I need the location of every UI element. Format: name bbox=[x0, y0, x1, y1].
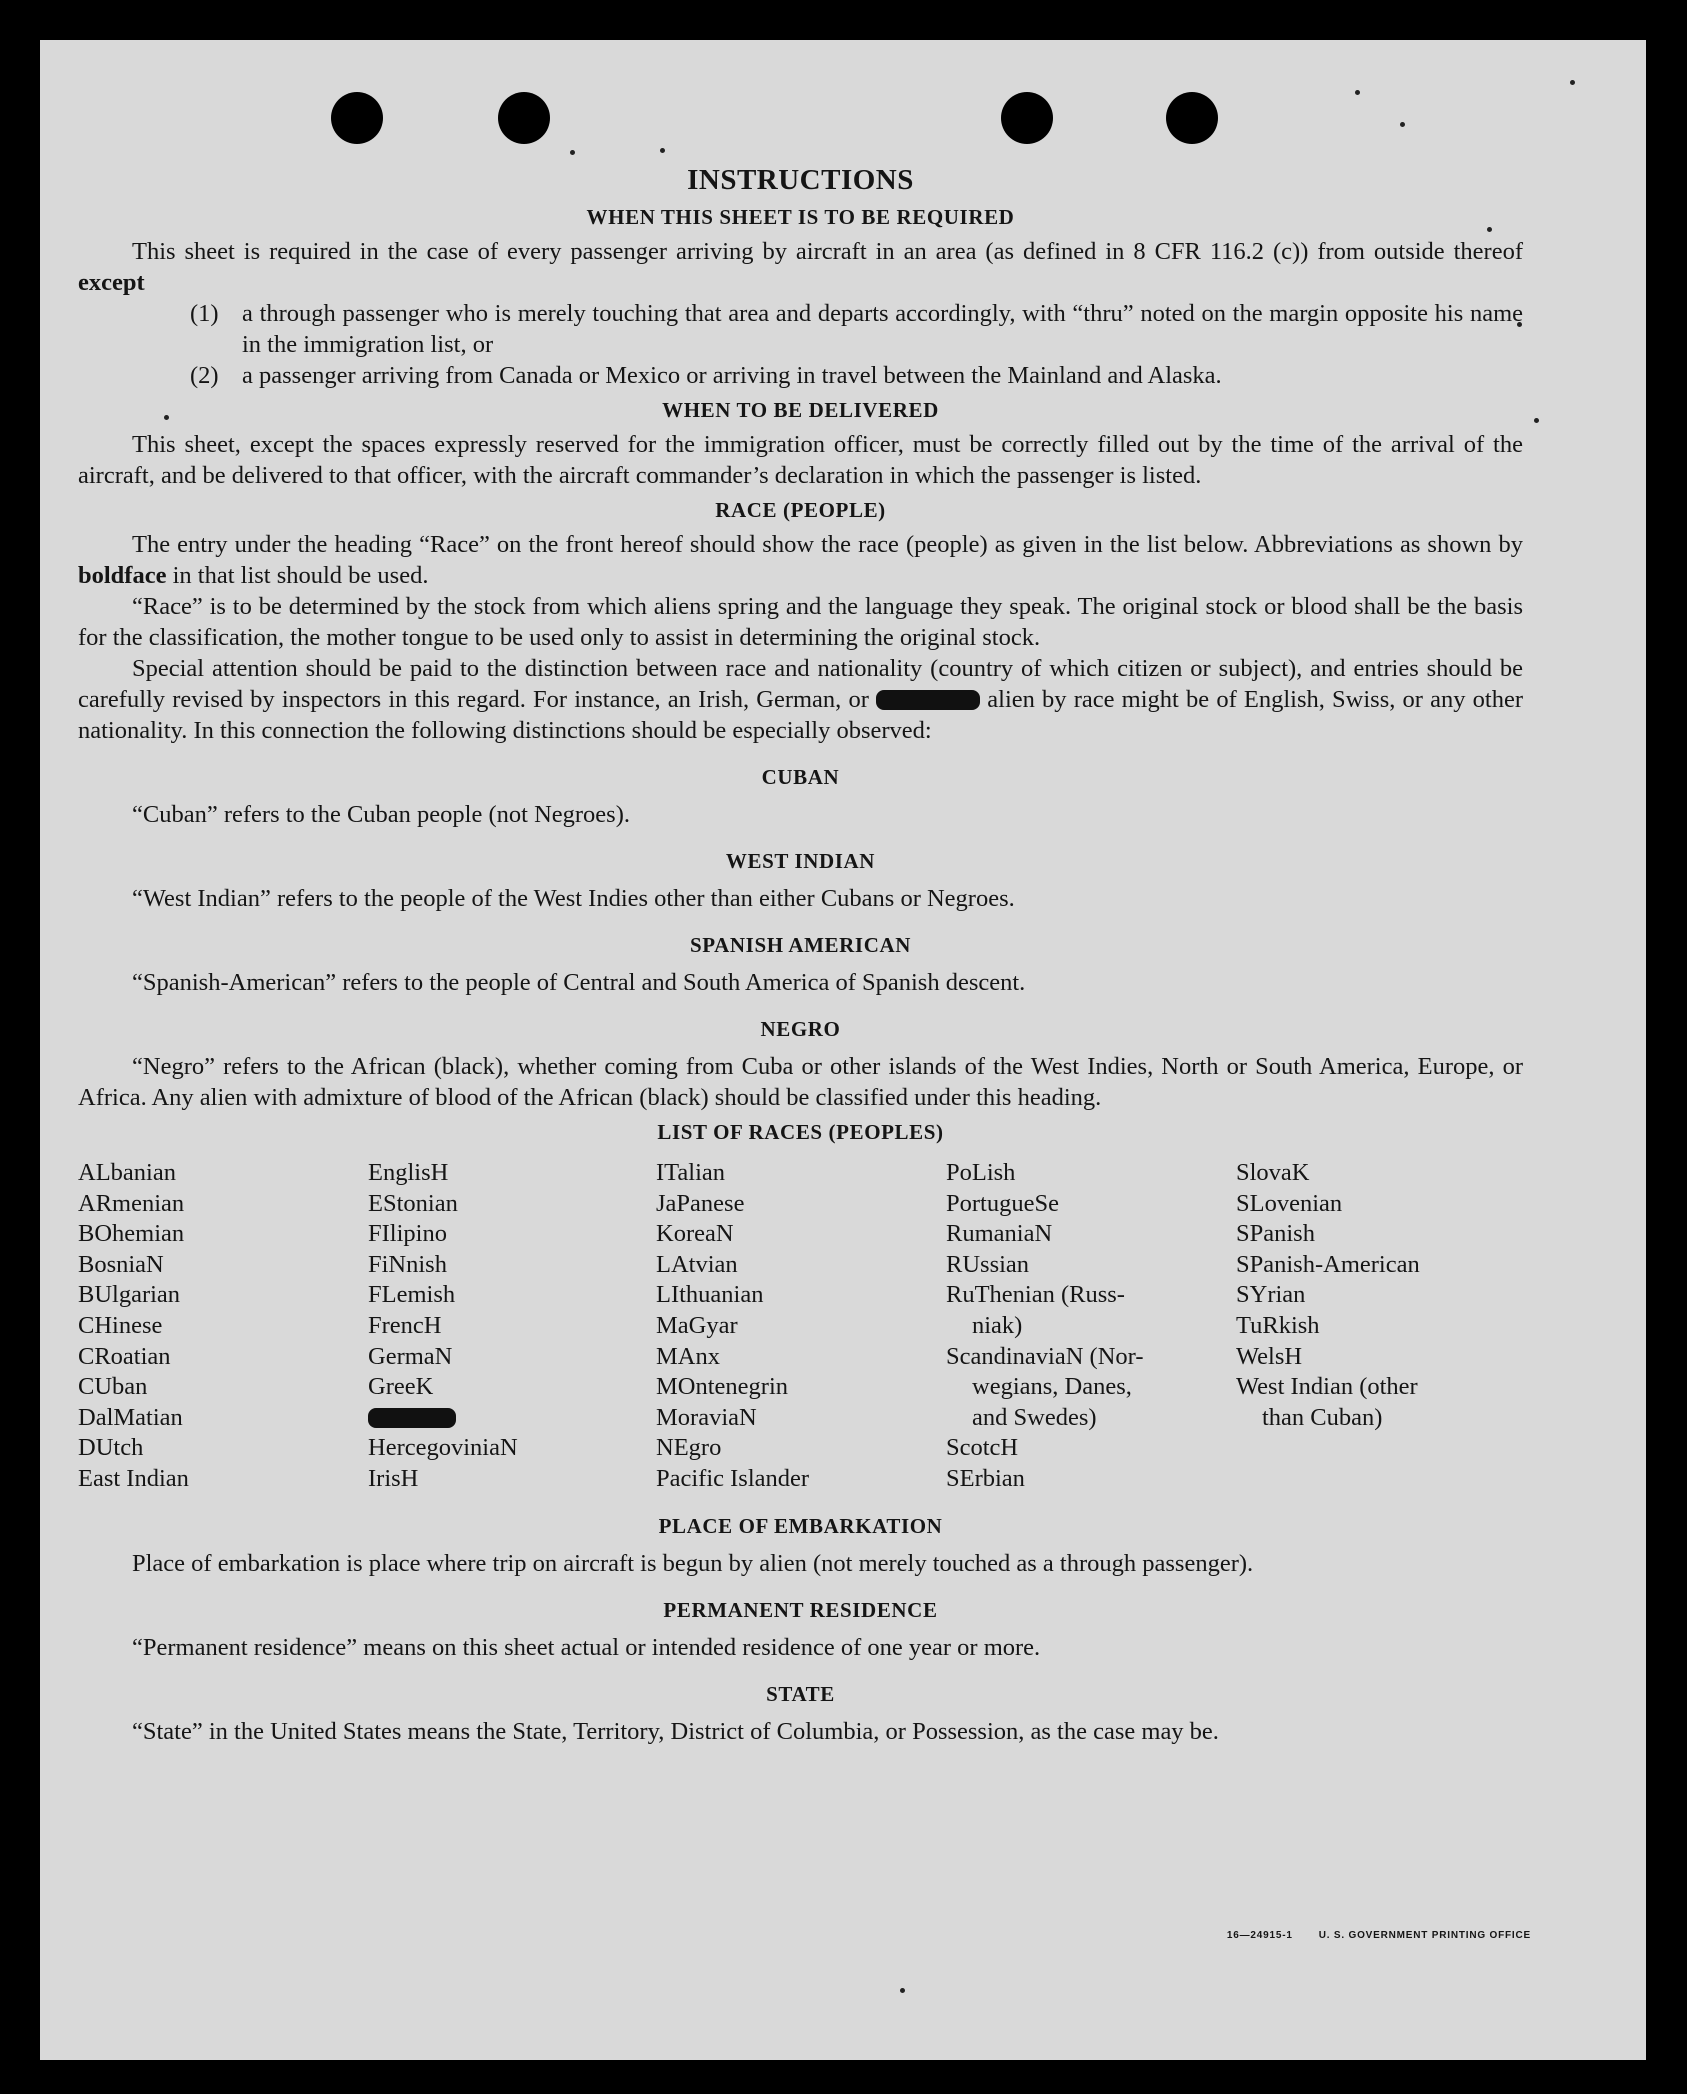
printer-credit: U. S. GOVERNMENT PRINTING OFFICE bbox=[1318, 1930, 1531, 1941]
race-list-item: GreeK bbox=[368, 1373, 434, 1401]
race-list-item: and Swedes) bbox=[972, 1403, 1097, 1431]
section-heading-delivered: WHEN TO BE DELIVERED bbox=[662, 398, 939, 422]
race-list-item: ALbanian bbox=[78, 1159, 176, 1186]
race-list-item: GermaN bbox=[368, 1342, 453, 1370]
race-list-item: DalMatian bbox=[78, 1403, 183, 1431]
negro-paragraph: “Negro” refers to the African (black), whether coming from Cuba or other islands of the West Indies, North or South America, Europe, or Africa. Any alien with admixture of blood of the African (black) should be classified under this heading. bbox=[78, 1053, 1523, 1111]
delivered-paragraph: This sheet, except the spaces expressly reserved for the immigration officer, must be correctly filled out by the time of the arrival of the aircraft, and be delivered to that officer, with the aircraft commander’s declaration in which the passenger is listed. bbox=[78, 431, 1523, 489]
race-list-item: BUlgarian bbox=[78, 1281, 181, 1309]
section-heading-residence: PERMANENT RESIDENCE bbox=[663, 1597, 938, 1622]
race-list-item: than Cuban) bbox=[1262, 1403, 1383, 1431]
race-column-1 bbox=[78, 1158, 368, 1495]
race-list-item: LIthuanian bbox=[656, 1281, 764, 1309]
race-list bbox=[78, 1158, 1523, 1495]
race-list-item: LAtvian bbox=[656, 1250, 738, 1278]
race-list-item: MOntenegrin bbox=[656, 1373, 788, 1401]
item-number: (2) bbox=[190, 362, 219, 389]
item-text: a passenger arriving from Canada or Mexico or arriving in travel between the Mainland and Alaska. bbox=[242, 362, 1222, 389]
race-column-5 bbox=[1236, 1158, 1523, 1495]
section-heading-cuban: CUBAN bbox=[761, 765, 840, 789]
required-except: except bbox=[78, 269, 145, 296]
required-intro: This sheet is required in the case of every passenger arriving by aircraft in an area (as defined in 8 CFR 116.2 (c)) from outside thereof bbox=[132, 238, 1523, 265]
race-p3-text: alien by race might be of English, Swiss, or any other nationality. In this connection the following distinctions should be especially observed: bbox=[78, 686, 1524, 744]
race-list-item: CRoatian bbox=[78, 1342, 171, 1370]
race-list-item: CUban bbox=[78, 1373, 148, 1401]
item-number: (1) bbox=[190, 300, 219, 327]
race-list-item: SErbian bbox=[946, 1464, 1025, 1492]
race-list-item: ARmenian bbox=[78, 1189, 185, 1217]
race-list-item: DUtch bbox=[78, 1434, 144, 1462]
race-list-item: niak) bbox=[972, 1311, 1023, 1339]
speck bbox=[1534, 418, 1539, 423]
west-indian-paragraph: “West Indian” refers to the people of the West Indies other than either Cubans or Negroes. bbox=[132, 885, 1015, 912]
race-column-3 bbox=[656, 1158, 946, 1495]
race-list-item: ITalian bbox=[656, 1159, 726, 1186]
instructions-content bbox=[78, 165, 1523, 1747]
race-column-2 bbox=[368, 1158, 656, 1495]
section-heading-negro: NEGRO bbox=[760, 1017, 841, 1041]
section-heading-state: STATE bbox=[766, 1681, 835, 1706]
race-list-item: WelsH bbox=[1236, 1342, 1303, 1370]
state-paragraph: “State” in the United States means the State, Territory, District of Columbia, or Possession, as the case may be. bbox=[132, 1717, 1219, 1745]
race-list-item: SlovaK bbox=[1236, 1159, 1310, 1186]
punch-hole bbox=[498, 92, 550, 144]
race-list-item: SYrian bbox=[1236, 1281, 1306, 1309]
embarkation-paragraph: Place of embarkation is place where trip on aircraft is begun by alien (not merely touched as a through passenger). bbox=[132, 1549, 1254, 1577]
race-paragraph-3 bbox=[78, 653, 1523, 746]
race-list-item: HercegoviniaN bbox=[368, 1434, 518, 1462]
redaction-mark bbox=[876, 690, 980, 710]
required-item bbox=[78, 298, 1523, 360]
race-list-item: FLemish bbox=[368, 1281, 456, 1309]
section-heading-west-indian: WEST INDIAN bbox=[725, 849, 876, 873]
race-list-item: FiNnish bbox=[368, 1250, 447, 1278]
form-footer bbox=[1227, 1930, 1531, 1941]
speck bbox=[570, 150, 575, 155]
race-list-item: MAnx bbox=[656, 1342, 720, 1370]
race-list-item: FIlipino bbox=[368, 1220, 447, 1248]
residence-paragraph: “Permanent residence” means on this sheet actual or intended residence of one year or more. bbox=[132, 1633, 1041, 1661]
item-text: a through passenger who is merely touching that area and departs accordingly, with “thru” noted on the margin opposite his name in the immigration list, or bbox=[242, 300, 1523, 358]
race-list-item: NEgro bbox=[656, 1434, 722, 1462]
race-list-item: ScandinaviaN (Nor- bbox=[946, 1342, 1144, 1370]
race-list-item: BosniaN bbox=[78, 1250, 164, 1278]
race-list-item: RumaniaN bbox=[946, 1220, 1053, 1248]
race-paragraph-1 bbox=[78, 529, 1523, 591]
race-list-item bbox=[368, 1403, 656, 1434]
race-list-item: PoLish bbox=[946, 1159, 1016, 1186]
punch-hole bbox=[331, 92, 383, 144]
race-list-item: KoreaN bbox=[656, 1220, 734, 1248]
race-list-item: BOhemian bbox=[78, 1220, 185, 1248]
race-list-item: IrisH bbox=[368, 1464, 419, 1492]
spanish-american-paragraph: “Spanish-American” refers to the people of Central and South America of Spanish descent. bbox=[132, 969, 1026, 996]
section-heading-spanish-american: SPANISH AMERICAN bbox=[690, 933, 911, 957]
race-list-item: MoraviaN bbox=[656, 1403, 757, 1431]
race-list-item: JaPanese bbox=[656, 1189, 745, 1217]
race-list-item: RuThenian (Russ- bbox=[946, 1281, 1125, 1309]
page-title: INSTRUCTIONS bbox=[687, 164, 914, 196]
race-list-item: CHinese bbox=[78, 1311, 163, 1339]
speck bbox=[1355, 90, 1360, 95]
speck bbox=[660, 148, 665, 153]
required-paragraph bbox=[78, 236, 1523, 298]
race-p3-text: Special attention should be paid to the distinction between race and nationality (country of which citizen or subject), and entries should be carefully revised by inspectors in this regard. For instance, an Irish, German, or bbox=[78, 655, 1523, 713]
race-list-item: wegians, Danes, bbox=[972, 1373, 1132, 1401]
speck bbox=[1570, 80, 1575, 85]
form-number: 16—24915-1 bbox=[1226, 1930, 1293, 1941]
race-p1-bold: boldface bbox=[78, 562, 167, 589]
race-list-item: SPanish-American bbox=[1236, 1250, 1420, 1278]
race-list-item: Pacific Islander bbox=[656, 1464, 810, 1492]
punch-hole bbox=[1166, 92, 1218, 144]
race-list-item: ScotcH bbox=[946, 1434, 1019, 1462]
section-heading-embarkation: PLACE OF EMBARKATION bbox=[658, 1513, 943, 1538]
race-list-item: TuRkish bbox=[1236, 1311, 1320, 1339]
race-paragraph-2: “Race” is to be determined by the stock from which aliens spring and the language they speak. The original stock or blood shall be the basis for the classification, the mother tongue to be used only to assist in determining the original stock. bbox=[78, 593, 1523, 651]
race-p1-text: The entry under the heading “Race” on the front hereof should show the race (people) as given in the list below. Abbreviations as shown by bbox=[132, 531, 1523, 558]
race-column-2-lower bbox=[368, 1433, 656, 1494]
race-list-item: East Indian bbox=[78, 1464, 189, 1492]
section-heading-list: LIST OF RACES (PEOPLES) bbox=[657, 1120, 944, 1144]
section-heading-race: RACE (PEOPLE) bbox=[715, 498, 886, 522]
form-sheet bbox=[40, 40, 1646, 2060]
speck bbox=[1400, 122, 1405, 127]
race-list-item: SLovenian bbox=[1236, 1189, 1343, 1217]
race-list-item: West Indian (other bbox=[1236, 1373, 1418, 1401]
race-column-2-upper bbox=[368, 1158, 656, 1403]
race-list-item: SPanish bbox=[1236, 1220, 1315, 1248]
punch-hole bbox=[1001, 92, 1053, 144]
race-list-item: MaGyar bbox=[656, 1311, 738, 1339]
speck bbox=[900, 1988, 905, 1993]
race-list-item: FrencH bbox=[368, 1311, 442, 1339]
race-list-item: EStonian bbox=[368, 1189, 458, 1217]
race-p1-text: in that list should be used. bbox=[172, 562, 429, 589]
race-list-item: RUssian bbox=[946, 1250, 1030, 1278]
race-column-4 bbox=[946, 1158, 1236, 1495]
cuban-paragraph: “Cuban” refers to the Cuban people (not Negroes). bbox=[132, 801, 630, 828]
race-list-item: PortugueSe bbox=[946, 1189, 1059, 1217]
section-heading-required: WHEN THIS SHEET IS TO BE REQUIRED bbox=[586, 205, 1015, 229]
race-list-item: EnglisH bbox=[368, 1159, 449, 1186]
required-item bbox=[78, 360, 1523, 391]
redaction-mark bbox=[368, 1408, 456, 1428]
